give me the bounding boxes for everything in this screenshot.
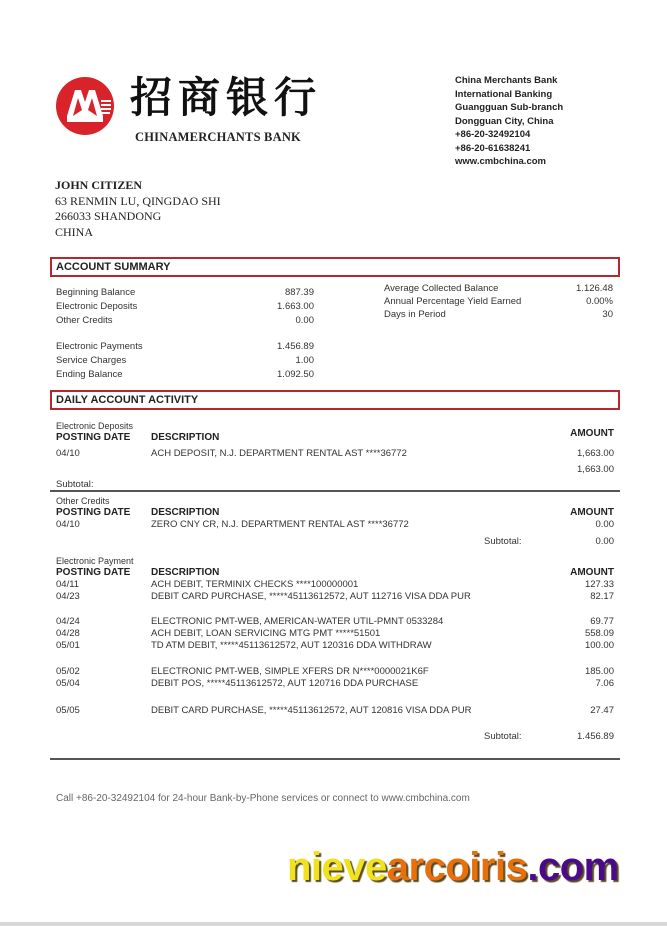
summary-label: Days in Period (384, 309, 446, 320)
transaction-row (56, 640, 614, 652)
customer-address-line: CHINA (55, 224, 93, 239)
bank-name: China Merchants Bank (455, 75, 558, 86)
transaction-amount: 82.17 (590, 591, 614, 602)
summary-label: Beginning Balance (56, 287, 136, 298)
summary-value: 1.663.00 (277, 301, 314, 312)
summary-label: Service Charges (56, 355, 127, 366)
subtotal-amount: 0.00 (595, 536, 614, 547)
transaction-amount: 185.00 (584, 666, 614, 677)
column-posting-date: POSTING DATE (56, 432, 131, 443)
category-label: Electronic Deposits (56, 421, 134, 431)
summary-label: Other Credits (56, 315, 113, 326)
category-label: Other Credits (56, 496, 110, 506)
transaction-amount: 100.00 (584, 640, 614, 651)
daily-activity-title: DAILY ACCOUNT ACTIVITY (56, 394, 199, 406)
section-divider (50, 758, 620, 760)
transaction-description: ELECTRONIC PMT-WEB, SIMPLE XFERS DR N****0000021K6F (151, 666, 429, 677)
column-description: DESCRIPTION (151, 432, 220, 443)
subtotal-amount: 1,663.00 (577, 464, 614, 475)
summary-label: Ending Balance (56, 369, 123, 380)
transaction-date: 05/04 (56, 678, 80, 689)
transaction-row (56, 628, 614, 640)
transaction-row (56, 519, 614, 531)
transaction-date: 05/02 (56, 666, 80, 677)
subtotal-label: Subtotal: (56, 479, 94, 490)
watermark-part-2: arcoiris (386, 845, 528, 889)
transaction-row (56, 579, 614, 591)
summary-label: Annual Percentage Yield Earned (384, 296, 522, 307)
subtotal-label: Subtotal: (484, 536, 522, 547)
column-posting-date: POSTING DATE (56, 567, 131, 578)
summary-value: 0.00% (586, 296, 613, 307)
customer-address-line: 266033 SHANDONG (55, 209, 162, 223)
column-header-row (56, 428, 614, 444)
account-summary-header (50, 257, 620, 277)
customer-name: JOHN CITIZEN (55, 178, 143, 192)
subtotal-label: Subtotal: (484, 731, 522, 742)
bank-branch: Guangguan Sub-branch (455, 102, 564, 113)
bank-city: Dongguan City, China (455, 115, 554, 127)
transaction-description: ZERO CNY CR, N.J. DEPARTMENT RENTAL AST ****36772 (151, 519, 409, 530)
transaction-description: DEBIT CARD PURCHASE, *****45113612572, AUT 112716 VISA DDA PUR (151, 591, 471, 602)
transaction-row (56, 705, 614, 717)
summary-value: 30 (602, 309, 613, 320)
column-description: DESCRIPTION (151, 507, 220, 518)
transaction-amount: 0.00 (595, 519, 614, 530)
transaction-amount: 1,663.00 (577, 448, 614, 459)
logo-english-text: CHINAMERCHANTS BANK (135, 130, 301, 144)
other-credits-section (56, 496, 614, 548)
transaction-row (56, 591, 614, 603)
customer-address-block (55, 178, 221, 240)
transaction-row (56, 448, 614, 460)
transaction-date: 04/23 (56, 591, 80, 602)
transaction-description: ACH DEBIT, LOAN SERVICING MTG PMT *****51501 (151, 628, 381, 639)
transaction-amount: 558.09 (584, 628, 614, 639)
summary-value: 1.456.89 (277, 341, 314, 352)
column-amount: AMOUNT (570, 567, 614, 578)
transaction-description: ACH DEPOSIT, N.J. DEPARTMENT RENTAL AST ****36772 (151, 448, 407, 459)
daily-activity-header (50, 390, 620, 410)
transaction-description: TD ATM DEBIT, *****45113612572, AUT 120316 DDA WITHDRAW (151, 640, 432, 651)
bank-logo-icon (55, 76, 115, 136)
logo-chinese-text: 招商银行 (130, 73, 323, 122)
summary-value: 0.00 (295, 315, 314, 326)
subtotal-row (56, 536, 614, 548)
subtotal-amount-row (56, 464, 614, 476)
transaction-date: 04/24 (56, 616, 80, 627)
transaction-date: 04/10 (56, 448, 80, 459)
transaction-date: 04/11 (56, 579, 80, 590)
electronic-deposits-section (56, 421, 614, 491)
summary-label: Electronic Payments (56, 341, 143, 352)
bank-phone-2: +86-20-61638241 (455, 142, 531, 154)
transaction-date: 04/28 (56, 628, 80, 639)
transaction-date: 04/10 (56, 519, 80, 530)
bank-address (455, 74, 563, 169)
transaction-row (56, 666, 614, 678)
footer-contact-text: Call +86-20-32492104 for 24-hour Bank-by-Phone services or connect to www.cmbchina.com (56, 793, 470, 804)
transaction-description: DEBIT POS, *****45113612572, AUT 120716 DDA PURCHASE (151, 678, 419, 689)
transaction-row (56, 616, 614, 628)
transaction-amount: 69.77 (590, 616, 614, 627)
bank-division: International Banking (455, 88, 553, 100)
summary-value: 1.00 (295, 355, 314, 366)
column-header-row (56, 507, 614, 519)
transaction-description: ACH DEBIT, TERMINIX CHECKS ****100000001 (151, 579, 359, 590)
transaction-description: ELECTRONIC PMT-WEB, AMERICAN-WATER UTIL-PMNT 0533284 (151, 616, 444, 627)
summary-value: 887.39 (284, 287, 314, 298)
bank-website: www.cmbchina.com (455, 156, 546, 167)
watermark-logo (287, 845, 619, 890)
transaction-description: DEBIT CARD PURCHASE, *****45113612572, AUT 120816 VISA DDA PUR (151, 705, 472, 716)
column-amount: AMOUNT (570, 507, 614, 518)
page-bottom-edge (0, 922, 667, 926)
transaction-date: 05/01 (56, 640, 80, 651)
bank-phone-1: +86-20-32492104 (455, 129, 531, 140)
transaction-amount: 27.47 (590, 705, 614, 716)
electronic-payment-section (56, 556, 614, 743)
summary-value: 1.092.50 (277, 369, 314, 380)
watermark-part-1: nieve (287, 845, 387, 889)
subtotal-amount: 1.456.89 (577, 731, 614, 742)
column-posting-date: POSTING DATE (56, 507, 131, 518)
column-header-row (56, 567, 614, 579)
summary-label: Average Collected Balance (384, 283, 499, 294)
section-divider (50, 490, 620, 492)
account-summary-title: ACCOUNT SUMMARY (56, 261, 171, 273)
watermark-part-3: .com (527, 845, 619, 889)
category-label: Electronic Payment (56, 556, 134, 566)
summary-value: 1.126.48 (576, 283, 613, 294)
transaction-amount: 127.33 (584, 579, 614, 590)
transaction-amount: 7.06 (595, 678, 614, 689)
customer-address-line: 63 RENMIN LU, QINGDAO SHI (55, 193, 221, 208)
transaction-row (56, 678, 614, 690)
column-amount: AMOUNT (570, 428, 614, 439)
transaction-date: 05/05 (56, 705, 80, 716)
column-description: DESCRIPTION (151, 567, 220, 578)
summary-label: Electronic Deposits (56, 301, 138, 312)
subtotal-row (56, 731, 614, 743)
